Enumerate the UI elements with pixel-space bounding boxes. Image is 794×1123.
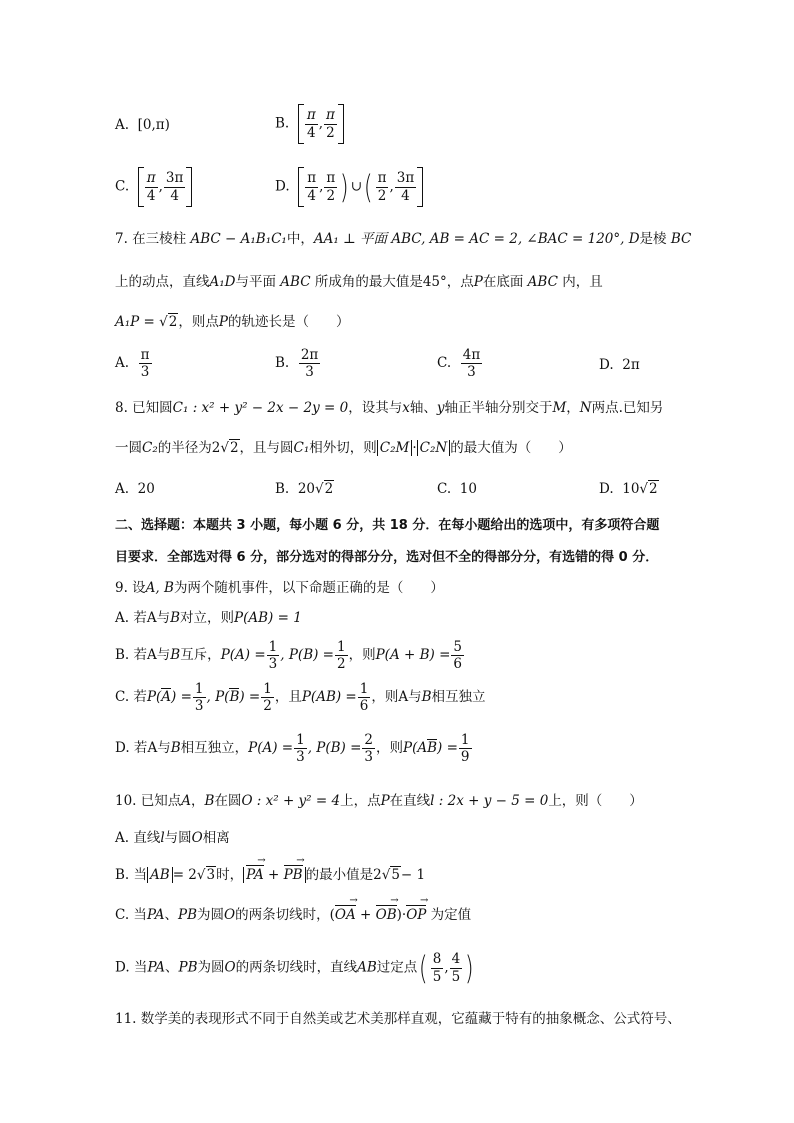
q8-option-b: B. 20√2 <box>275 481 334 497</box>
q10-option-a: A. 直线l与圆O相离 <box>115 830 230 846</box>
q8-option-d: D. 10√2 <box>599 481 658 497</box>
q9-option-d: D. 若A与B相互独立，P(A) = $\frac{1}{3}$ , P(B) = $\frac{2}{3}$ ，则P(AB) = $\frac{1}{9}$ <box>115 732 470 766</box>
q7-option-b: B. $\frac{2\pi}{3}$ <box>275 347 319 381</box>
q7-option-a: A. $\frac{\pi}{3}$ <box>115 347 150 381</box>
q8-line-1: 8. 已知圆C₁ : x² + y² − 2x − 2y = 0，设其与x轴、y轴正半轴分别交于M，N两点.已知另 <box>115 400 664 416</box>
q7-line-3: A₁P = √2，则点P的轨迹长是（ ） <box>115 314 350 330</box>
q9-option-c: C. 若P(A) = $\frac{1}{3}$ , P(B) = $\frac{1}{2}$ ，且P(AB) = $\frac{1}{6}$ ，则A与B相互独立 <box>115 681 486 715</box>
q10-stem: 10. 已知点A，B在圆O : x² + y² = 4上，点P在直线l : 2x + y − 5 = 0上，则（ ） <box>115 793 643 809</box>
section-2-heading-line-2: 目要求．全部选对得 6 分，部分选对的得部分分，选对但不全的得部分分，有选错的得 0 分． <box>115 550 659 565</box>
q7-option-d: D. 2π <box>599 357 640 373</box>
q8-line-2: 一圆C₂的半径为2√2，且与圆C₁相外切，则 C₂M · C₂N 的最大值为（ ） <box>115 440 572 456</box>
q11-stem: 11. 数学美的表现形式不同于自然美或艺术美那样直观，它蕴藏于特有的抽象概念、公式符号、 <box>115 1011 681 1027</box>
q8-option-c: C. 10 <box>437 481 477 497</box>
section-2-heading-line-1: 二、选择题：本题共 3 小题，每小题 6 分，共 18 分．在每小题给出的选项中，有多项符合题 <box>115 518 660 533</box>
q6-option-c: C. $\frac{\pi}{4}$ , $\frac{3\pi}{4}$ <box>115 167 192 207</box>
q6-option-d: D. $\frac{\pi}{4}$ , $\frac{\pi}{2}$ ) ∪( $\frac{\pi}{2}$ , $\frac{3\pi}{4}$ <box>275 167 423 207</box>
q10-option-d: D. 当PA、PB为圆O的两条切线时，直线AB过定点( $\frac{8}{5}$ , $\frac{4}{5}$ ) <box>115 949 474 987</box>
q6-option-b: B. $\frac{\pi}{4}$ , $\frac{\pi}{2}$ <box>275 104 344 144</box>
q9-stem: 9. 设A, B为两个随机事件，以下命题正确的是（ ） <box>115 580 444 596</box>
q8-option-a: A. 20 <box>115 481 155 497</box>
q6-option-a: A. [0,π) <box>115 117 170 133</box>
q9-option-a: A. 若A与B对立，则P(AB) = 1 <box>115 610 302 626</box>
q9-option-b: B. 若A与B互斥，P(A) = $\frac{1}{3}$ , P(B) = $\frac{1}{2}$ ，则P(A + B) = $\frac{5}{6}$ <box>115 639 462 673</box>
q10-option-c: C. 当PA、PB为圆O的两条切线时，(OA → + OB →)·OP → 为定值 <box>115 909 471 923</box>
q7-option-c: C. $\frac{4\pi}{3}$ <box>437 347 481 381</box>
q7-line-1: 7. 在三棱柱 ABC − A₁B₁C₁中，AA₁ ⊥ 平面 ABC, AB = AC = 2, ∠BAC = 120°, D是棱 BC <box>115 231 692 247</box>
q10-option-b: B. 当 AB = 2√3时， PA → + PB → 的最小值是2√5− 1 <box>115 869 425 883</box>
q7-line-2: 上的动点，直线A₁D与平面 ABC 所成角的最大值是45°，点P在底面 ABC 内，且 <box>115 274 603 290</box>
